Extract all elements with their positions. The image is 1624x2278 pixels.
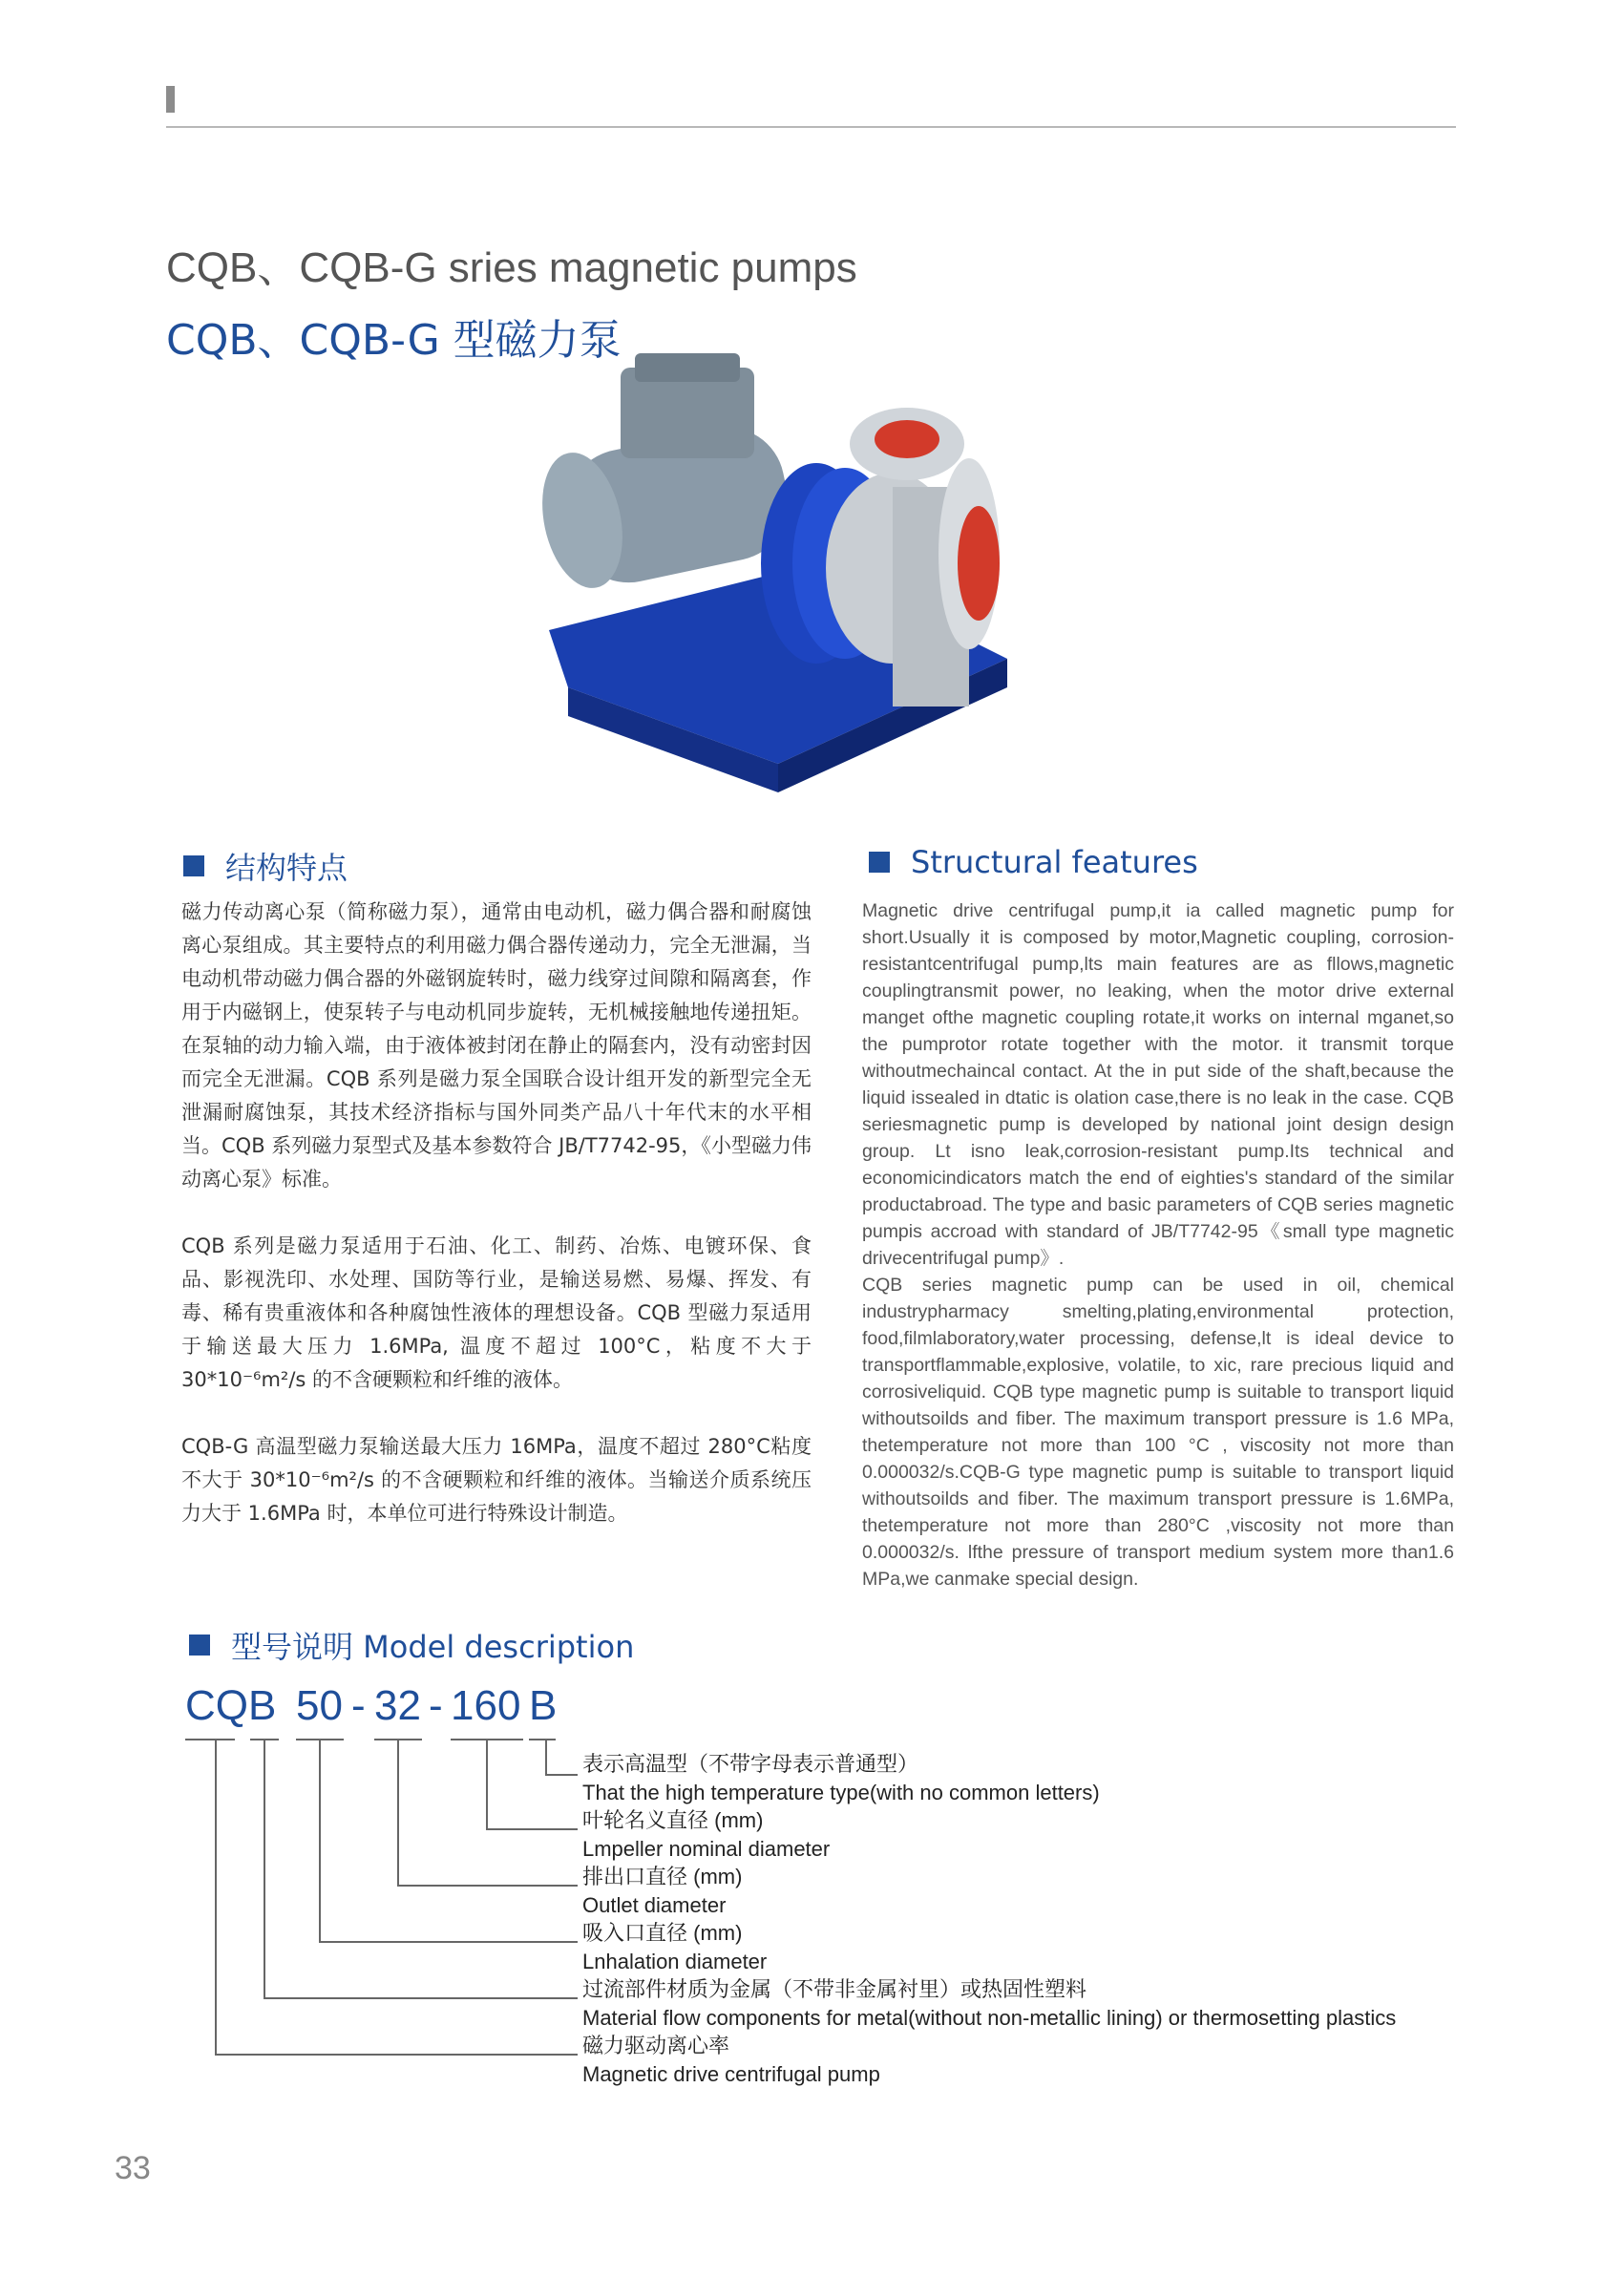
legend-outlet-en: Outlet diameter xyxy=(582,1892,727,1917)
code-part-cq: CQ xyxy=(185,1682,248,1729)
code-part-dash: - xyxy=(351,1682,366,1729)
page-title-en: CQB、CQB-G sries magnetic pumps xyxy=(166,244,857,291)
section-heading-text: 结构特点 xyxy=(225,850,348,886)
legend-impeller-en: Lmpeller nominal diameter xyxy=(582,1836,831,1861)
code-part-dash: - xyxy=(429,1682,443,1729)
paragraph: CQB series magnetic pump can be used in oil, chemical industrypharmacy smelting,plating,environmental protection, food,filmlaboratory,water processing, defense,lt is ideal device to transportflammable,explosive, volatile, to xic, rare precious liquid and corrosiveliquid. CQB type magnetic pump is suitable to transport liquid withoutsoilds and fiber. The maximum transport pressure is 1.6 MPa, thetemperature not more than 100 °C , viscosity not more than 0.000032/s.CQB-G type magnetic pump is suitable to transport liquid withoutsoilds and fiber. The maximum transport pressure is 1.6MPa, thetemperature not more than 280°C ,viscosity not more than 0.000032/s. lfthe pressure of transport medium system more than1.6 MPa,we canmake special design. xyxy=(862,1275,1454,1590)
paragraph: 磁力传动离心泵（简称磁力泵），通常由电动机，磁力偶合器和耐腐蚀离心泵组成。其主要特点的利用磁力偶合器传递动力，完全无泄漏，当电动机带动磁力偶合器的外磁钢旋转时，磁力线穿过间隙和隔离套，作用于内磁钢上，使泵转子与电动机同步旋转，无机械接触地传递扭矩。在泵轴的动力输入端，由于液体被封闭在静止的隔套内，没有动密封因而完全无泄漏。CQB 系列是磁力泵全国联合设计组开发的新型完全无泄漏耐腐蚀泵，其技术经济指标与国外同类产品八十年代末的水平相当。CQB 系列磁力泵型式及基本参数符合 JB/T7742-95，《小型磁力伟动离心泵》标准。 xyxy=(181,900,812,1191)
legend-inlet-en: Lnhalation diameter xyxy=(582,1949,768,1973)
code-part-inlet: 50 xyxy=(296,1682,343,1729)
section-heading-text: 型号说明 Model description xyxy=(231,1629,635,1665)
legend-inlet-cn: 吸入口直径 (mm) xyxy=(582,1921,743,1945)
page-number: 33 xyxy=(115,2150,151,2186)
code-part-hightemp: B xyxy=(529,1682,558,1729)
code-part-impeller: 160 xyxy=(451,1682,521,1729)
paragraph: CQB 系列是磁力泵适用于石油、化工、制药、冶炼、电镀环保、食品、影视洗印、水处理、国防等行业，是输送易燃、易爆、挥发、有毒、稀有贵重液体和各种腐蚀性液体的理想设备。CQB 型磁力泵适用于输送最大压力 1.6MPa, 温度不超过 100°C，粘度不大于 30*10⁻⁶m²/s 的不含硬颗粒和纤维的液体。 xyxy=(181,1234,812,1391)
legend-hightemp-cn: 表示高温型（不带字母表示普通型） xyxy=(582,1752,919,1776)
legend-material-en: Material flow components for metal(without non-metallic lining) or thermosetting plastics xyxy=(582,2005,1397,2030)
legend-impeller-cn: 叶轮名义直径 (mm) xyxy=(582,1808,764,1832)
code-part-outlet: 32 xyxy=(374,1682,421,1729)
legend-material-cn: 过流部件材质为金属（不带非金属衬里）或热固性塑料 xyxy=(582,1977,1087,2001)
legend-pump-cn: 磁力驱动离心率 xyxy=(582,2034,730,2057)
legend-hightemp-en: That the high temperature type(with no common letters) xyxy=(582,1780,1100,1804)
code-part-material: B xyxy=(248,1682,277,1729)
page-title-cn: CQB、CQB-G 型磁力泵 xyxy=(166,316,622,365)
paragraph: CQB-G 高温型磁力泵输送最大压力 16MPa，温度不超过 280°C粘度不大于 30*10⁻⁶m²/s 的不含硬颗粒和纤维的液体。当输送介质系统压力大于 1.6MPa 时，本单位可进行特殊设计制造。 xyxy=(181,1435,812,1525)
section-heading-text: Structural features xyxy=(911,844,1198,880)
legend-pump-en: Magnetic drive centrifugal pump xyxy=(582,2061,880,2086)
paragraph: Magnetic drive centrifugal pump,it ia called magnetic pump for short.Usually it is composed by motor,Magnetic coupling, corrosion-resistantcentrifugal pump,lts main features are as fllows,magnetic couplingtransmit power, no leaking, when the motor drive external manget ofthe magnetic coupling rotate,it works on internal mganet,so the pumprotor rotate together with the motor. it transmit torque withoutmechaincal contact. At the in put side of the shaft,because the liquid issealed in dtatic is olation case,there is no leak in the case. CQB seriesmagnetic pump is developed by national joint design design group. Lt isno leak,corrosion-resistant pump.Its technical and economicindicators match the end of eighties's standard of the similar productabroad. The type and basic parameters of CQB series magnetic pumpis accroad with standard of JB/T7742-95《small type magnetic drivecentrifugal pump》. xyxy=(862,900,1454,1269)
model-legend xyxy=(582,1750,1396,2088)
legend-outlet-cn: 排出口直径 (mm) xyxy=(582,1865,743,1888)
